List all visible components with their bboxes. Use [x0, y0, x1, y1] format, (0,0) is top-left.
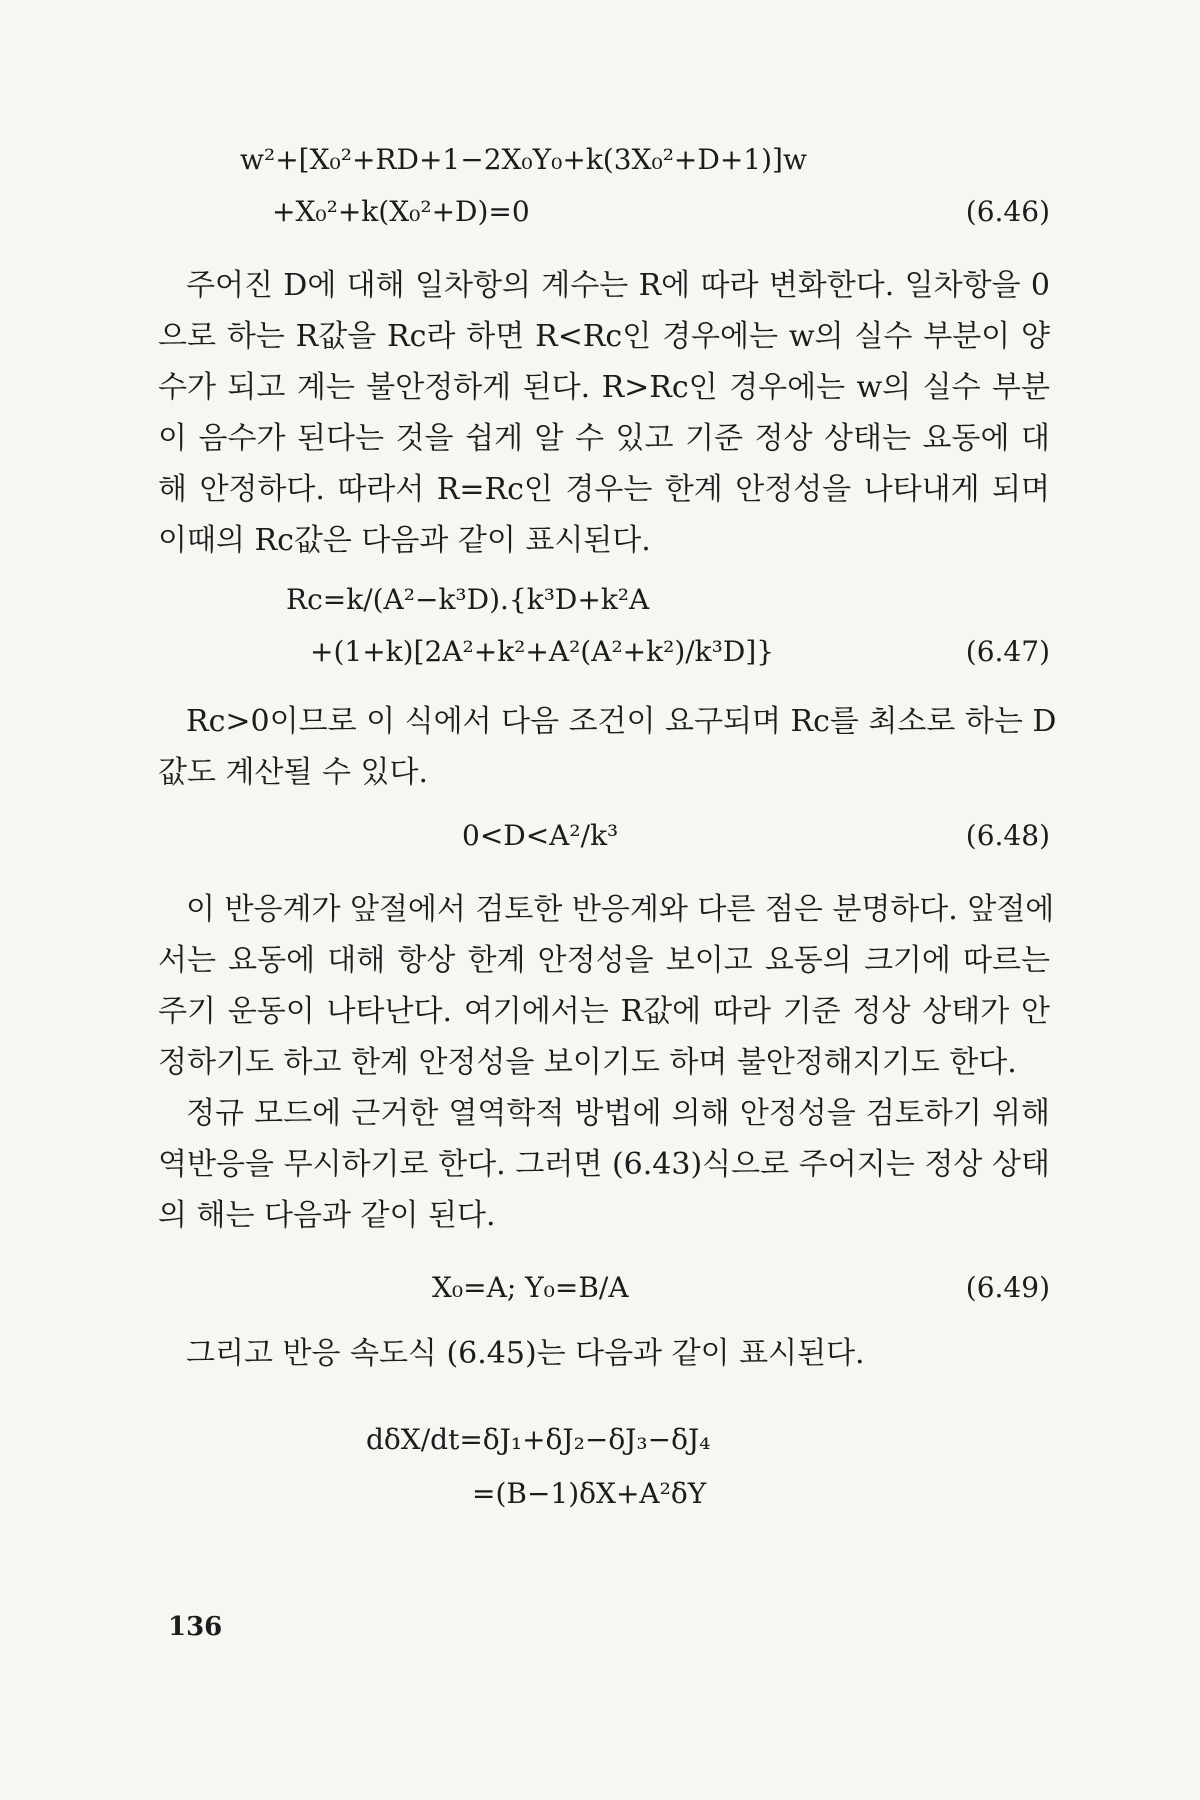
text-line: 으로 하는 R값을 Rc라 하면 R<Rc인 경우에는 w의 실수 부분이 양	[158, 319, 1050, 354]
text-line: 주어진 D에 대해 일차항의 계수는 R에 따라 변화한다. 일차항을 0	[186, 268, 1050, 303]
equation-6-46-line-1: w²+[X₀²+RD+1−2X₀Y₀+k(3X₀²+D+1)]w	[240, 143, 807, 176]
equation-rate-line-1: dδX/dt=δJ₁+δJ₂−δJ₃−δJ₄	[366, 1423, 711, 1456]
text-line: 해 안정하다. 따라서 R=Rc인 경우는 한계 안정성을 나타내게 되며	[158, 472, 1050, 507]
equation-number-6-46: (6.46)	[965, 195, 1050, 228]
equation-number-6-49: (6.49)	[965, 1271, 1050, 1304]
equation-6-46-line-2: +X₀²+k(X₀²+D)=0	[272, 195, 530, 228]
text-line: Rc>0이므로 이 식에서 다음 조건이 요구되며 Rc를 최소로 하는 D	[186, 704, 1057, 739]
paragraph-rate-equation	[158, 1328, 1050, 1379]
text-line: 정하기도 하고 한계 안정성을 보이기도 하며 불안정해지기도 한다.	[158, 1045, 1017, 1080]
text-line: 수가 되고 계는 불안정하게 된다. R>Rc인 경우에는 w의 실수 부분	[158, 370, 1050, 405]
text-line: 이때의 Rc값은 다음과 같이 표시된다.	[158, 523, 651, 558]
equation-number-6-48: (6.48)	[965, 819, 1050, 852]
equation-6-47-line-2: +(1+k)[2A²+k²+A²(A²+k²)/k³D]}	[310, 635, 775, 668]
paragraph-comparison	[158, 884, 1055, 1088]
text-line: 이 음수가 된다는 것을 쉽게 알 수 있고 기준 정상 상태는 요동에 대	[158, 421, 1050, 456]
text-line: 의 해는 다음과 같이 된다.	[158, 1198, 496, 1233]
page-number: 136	[168, 1612, 223, 1642]
text-line: 서는 요동에 대해 항상 한계 안정성을 보이고 요동의 크기에 따르는	[158, 943, 1050, 978]
equation-rate-line-2: =(B−1)δX+A²δY	[472, 1477, 707, 1510]
text-line: 그리고 반응 속도식 (6.45)는 다음과 같이 표시된다.	[186, 1336, 865, 1371]
paragraph-normal-mode	[158, 1088, 1050, 1241]
equation-6-47-line-1: Rc=k/(A²−k³D).{k³D+k²A	[286, 583, 650, 616]
text-line: 이 반응계가 앞절에서 검토한 반응계와 다른 점은 분명하다. 앞절에	[186, 892, 1055, 927]
equation-number-6-47: (6.47)	[965, 635, 1050, 668]
equation-6-49: X₀=A; Y₀=B/A	[432, 1271, 629, 1304]
text-line: 값도 계산될 수 있다.	[158, 755, 428, 790]
text-line: 주기 운동이 나타난다. 여기에서는 R값에 따라 기준 정상 상태가 안	[158, 994, 1050, 1029]
paragraph-critical-value	[158, 260, 1050, 566]
text-line: 역반응을 무시하기로 한다. 그러면 (6.43)식으로 주어지는 정상 상태	[158, 1147, 1050, 1182]
equation-6-48: 0<D<A²/k³	[462, 819, 619, 852]
text-line: 정규 모드에 근거한 열역학적 방법에 의해 안정성을 검토하기 위해	[186, 1096, 1050, 1131]
paragraph-condition	[158, 696, 1057, 798]
